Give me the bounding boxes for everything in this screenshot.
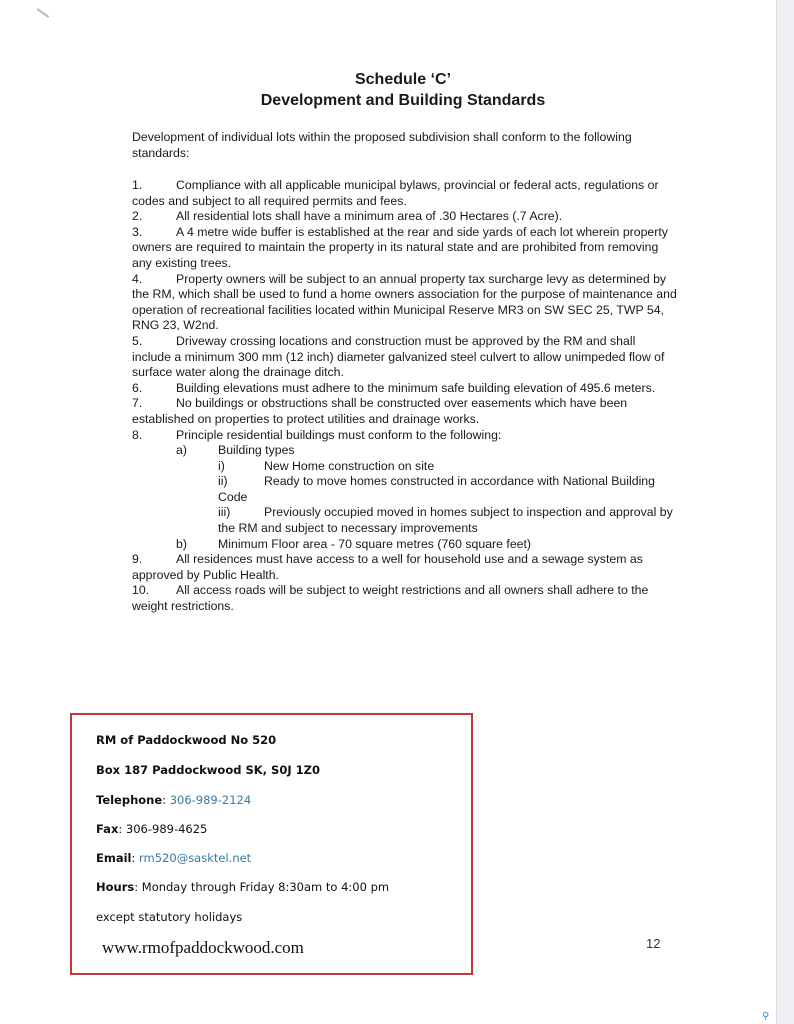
location-pin-icon: ⚲ <box>762 1011 770 1022</box>
item-number: 3. <box>132 224 143 239</box>
telephone-link[interactable]: 306-989-2124 <box>169 793 252 807</box>
fax-number: 306-989-4625 <box>125 822 208 836</box>
list-item <box>132 396 677 427</box>
item-number: 1. <box>132 178 143 192</box>
page-title: Schedule ‘C’ <box>354 71 452 88</box>
item-text: Driveway crossing locations and construction must be approved by the RM and shall include a minimum 300 mm (12 inch) diameter galvanized steel culvert to allow unimpeded flow of surface water along the drainage ditch. <box>132 333 665 380</box>
sub-sub-item-text: New Home construction on site <box>264 458 435 473</box>
hours-note: except statutory holidays <box>96 910 243 924</box>
sub-item <box>132 537 677 553</box>
item-text: All access roads will be subject to weight restrictions and all owners shall adhere to the weight restrictions. <box>132 583 649 614</box>
sub-item-label: a) <box>176 443 187 458</box>
telephone-line: Telephone: 306-989-2124 <box>96 793 252 807</box>
sub-item-label: b) <box>176 536 187 551</box>
fax-line: Fax: 306-989-4625 <box>96 822 208 836</box>
item-number: 9. <box>132 552 143 567</box>
sub-sub-item <box>132 505 677 536</box>
hours-text: Monday through Friday 8:30am to 4:00 pm <box>141 880 390 894</box>
item-text: A 4 metre wide buffer is established at the rear and side yards of each lot wherein property owners are required to maintain the property in its natural state and are prohibited from removing any existing trees. <box>132 224 668 270</box>
sub-item-text: Building types <box>218 443 295 458</box>
list-item <box>132 428 677 444</box>
sub-item-text: Minimum Floor area - 70 square metres (760 square feet) <box>218 536 532 551</box>
item-text: No buildings or obstructions shall be constructed over easements which have been established on properties to protect utilities and drainage works. <box>132 396 628 426</box>
list-item <box>132 209 677 225</box>
list-item <box>132 552 677 583</box>
list-item <box>132 381 677 397</box>
item-text: Compliance with all applicable municipal bylaws, provincial or federal acts, regulations or codes and subject to all required permits and fees. <box>132 178 659 208</box>
sub-sub-item <box>132 459 677 475</box>
scan-mark <box>37 8 50 18</box>
website-link[interactable]: www.rmofpaddockwood.com <box>102 938 304 957</box>
sub-sub-item-label: iii) <box>218 505 231 520</box>
sub-sub-item-text: Ready to move homes constructed in accordance with National Building Code <box>218 474 655 504</box>
list-item <box>132 225 677 272</box>
item-number: 10. <box>132 583 150 598</box>
item-number: 6. <box>132 380 143 395</box>
email-link[interactable]: rm520@sasktel.net <box>139 851 252 865</box>
fax-label: Fax <box>96 822 119 836</box>
hours-label: Hours <box>96 880 135 894</box>
item-number: 2. <box>132 209 143 224</box>
item-number: 4. <box>132 271 143 286</box>
sub-sub-item-label: ii) <box>218 474 228 489</box>
email-label: Email <box>96 851 132 865</box>
list-item <box>132 178 677 209</box>
item-text: Building elevations must adhere to the minimum safe building elevation of 495.6 meters. <box>176 380 656 395</box>
contact-address: Box 187 Paddockwood SK, S0J 1Z0 <box>96 763 320 777</box>
sub-sub-item-label: i) <box>218 458 225 473</box>
item-number: 5. <box>132 333 143 348</box>
email-line: Email: rm520@sasktel.net <box>96 851 252 865</box>
contact-info-box <box>70 713 473 975</box>
sub-sub-item <box>132 474 677 505</box>
hours-line: Hours: Monday through Friday 8:30am to 4:00 pm <box>96 880 390 894</box>
page-subtitle: Development and Building Standards <box>260 92 546 109</box>
item-number: 8. <box>132 427 143 442</box>
list-item <box>132 334 677 381</box>
intro-paragraph: Development of individual lots within the proposed subdivision shall conform to the following standards: <box>132 130 632 160</box>
list-item <box>132 272 677 334</box>
page-number: 12 <box>646 936 661 951</box>
list-item <box>132 583 677 614</box>
telephone-label: Telephone <box>96 793 163 807</box>
item-text: All residences must have access to a well for household use and a sewage system as approved by Public Health. <box>132 552 643 582</box>
item-text: Property owners will be subject to an annual property tax surcharge levy as determined by the RM, which shall be used to fund a home owners association for the purpose of maintenance and operation of recreational facilities located within Municipal Reserve MR3 on SW SEC 25, TWP 54, RNG 23, W2nd. <box>132 271 677 333</box>
scroll-edge <box>776 0 794 1024</box>
item-number: 7. <box>132 396 143 411</box>
item-text: All residential lots shall have a minimum area of .30 Hectares (.7 Acre). <box>176 209 563 224</box>
standards-list <box>132 178 677 615</box>
item-text: Principle residential buildings must conform to the following: <box>176 427 502 442</box>
contact-name: RM of Paddockwood No 520 <box>96 733 277 747</box>
sub-sub-item-text: Previously occupied moved in homes subject to inspection and approval by the RM and subject to necessary improvements <box>218 505 673 536</box>
sub-item <box>132 443 677 459</box>
